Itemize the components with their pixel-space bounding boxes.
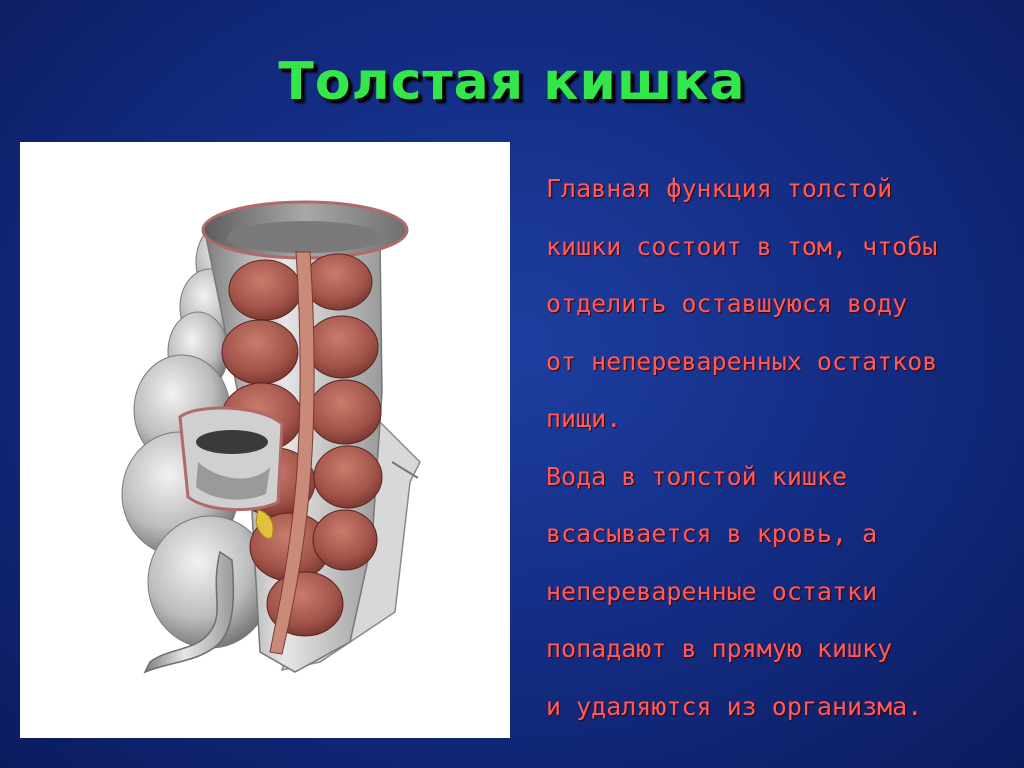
paragraph1-line-2: кишки состоит в том, чтобы (546, 231, 938, 261)
paragraph1-line-5: пищи. (546, 404, 622, 433)
large-intestine-illustration (20, 142, 510, 738)
paragraph1-line-4: от непереваренных остатков (546, 346, 938, 376)
paragraph2-line-4: попадают в прямую кишку (546, 634, 893, 663)
slide-title: Толстая кишка (278, 52, 746, 112)
description-text (546, 160, 1024, 735)
paragraph2-line-1: Вода в толстой кишке (546, 461, 848, 491)
paragraph1-line-3: отделить оставшуюся воду (546, 289, 908, 318)
paragraph2-line-2: всасывается в кровь, а (546, 519, 878, 548)
paragraph1-line-1: Главная функция толстой (546, 174, 893, 203)
paragraph2-line-5: и удаляются из организма. (546, 691, 923, 721)
large-intestine-drawing (20, 142, 510, 738)
paragraph2-line-3: непереваренные остатки (546, 576, 878, 606)
